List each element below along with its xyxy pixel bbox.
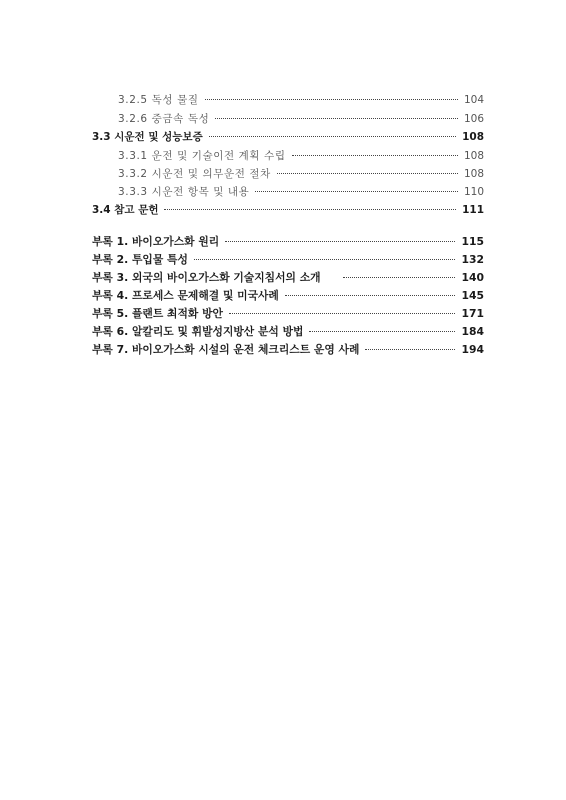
dot-leader: [164, 209, 456, 210]
toc-appendix-page: 145: [461, 289, 484, 302]
toc-entry-label: 3.3.1 운전 및 기술이전 계획 수립: [118, 150, 286, 162]
dot-leader: [365, 349, 455, 350]
toc-appendix-page: 115: [461, 235, 484, 248]
toc-entry-label: 3.3.2 시운전 및 의무운전 절차: [118, 168, 271, 180]
toc-appendix-page: 184: [461, 325, 484, 338]
toc-entry-label: 3.2.6 중금속 독성: [118, 113, 210, 125]
dot-leader: [277, 173, 458, 174]
toc-appendix-label: 부록 1. 바이오가스화 원리: [92, 235, 220, 248]
toc-appendix-page: 140: [461, 271, 484, 284]
dot-leader: [292, 155, 458, 156]
toc-appendix-page: 171: [461, 307, 484, 320]
toc-appendix-7[interactable]: [92, 343, 484, 357]
toc-entry-page: 104: [463, 94, 484, 106]
toc-entry-3-3-1[interactable]: [118, 149, 484, 163]
dot-leader: [229, 313, 456, 314]
toc-appendix-5[interactable]: [92, 307, 484, 321]
toc-appendix-3[interactable]: [92, 271, 484, 285]
toc-entry-label: 3.2.5 독성 물질: [118, 94, 199, 106]
toc-appendix-label: 부록 3. 외국의 바이오가스화 기술지침서의 소개: [92, 271, 321, 284]
toc-entry-label: 3.3.3 시운전 항목 및 내용: [118, 186, 250, 198]
toc-entry-page: 108: [462, 131, 484, 143]
toc-appendix-1[interactable]: [92, 235, 484, 249]
toc-appendix-2[interactable]: [92, 253, 484, 267]
toc-appendix-label: 부록 4. 프로세스 문제해결 및 미국사례: [92, 289, 279, 302]
toc-entry-page: 110: [463, 186, 484, 198]
toc-entry-3-3-3[interactable]: [118, 185, 484, 199]
toc-entry-label: 3.3 시운전 및 성능보증: [92, 131, 203, 143]
dot-leader: [309, 331, 455, 332]
toc-appendix-label: 부록 6. 알칼리도 및 휘발성지방산 분석 방법: [92, 325, 304, 338]
dot-leader: [209, 136, 456, 137]
dot-leader: [285, 295, 456, 296]
toc-appendix-page: 132: [461, 253, 484, 266]
dot-leader: [215, 118, 458, 119]
toc-entry-3-3-2[interactable]: [118, 167, 484, 181]
toc-entry-page: 106: [463, 113, 484, 125]
toc-entry-3-3[interactable]: [92, 130, 484, 144]
dot-leader: [255, 191, 458, 192]
toc-appendix-label: 부록 2. 투입물 특성: [92, 253, 188, 266]
toc-appendix-page: 194: [461, 343, 484, 356]
dot-leader: [194, 259, 456, 260]
toc-appendix-4[interactable]: [92, 289, 484, 303]
dot-leader: [343, 277, 456, 278]
toc-entry-label: 3.4 참고 문헌: [92, 204, 159, 216]
toc-appendix-label: 부록 5. 플랜트 최적화 방안: [92, 307, 223, 320]
toc-entry-3-2-5[interactable]: [118, 93, 484, 107]
toc-entry-3-2-6[interactable]: [118, 112, 484, 126]
toc-appendix-label: 부록 7. 바이오가스화 시설의 운전 체크리스트 운영 사례: [92, 343, 360, 356]
toc-entry-page: 111: [462, 204, 484, 216]
dot-leader: [205, 99, 458, 100]
toc-appendix-6[interactable]: [92, 325, 484, 339]
toc-entry-3-4[interactable]: [92, 203, 484, 217]
toc-entry-page: 108: [463, 168, 484, 180]
toc-entry-page: 108: [463, 150, 484, 162]
dot-leader: [225, 241, 455, 242]
